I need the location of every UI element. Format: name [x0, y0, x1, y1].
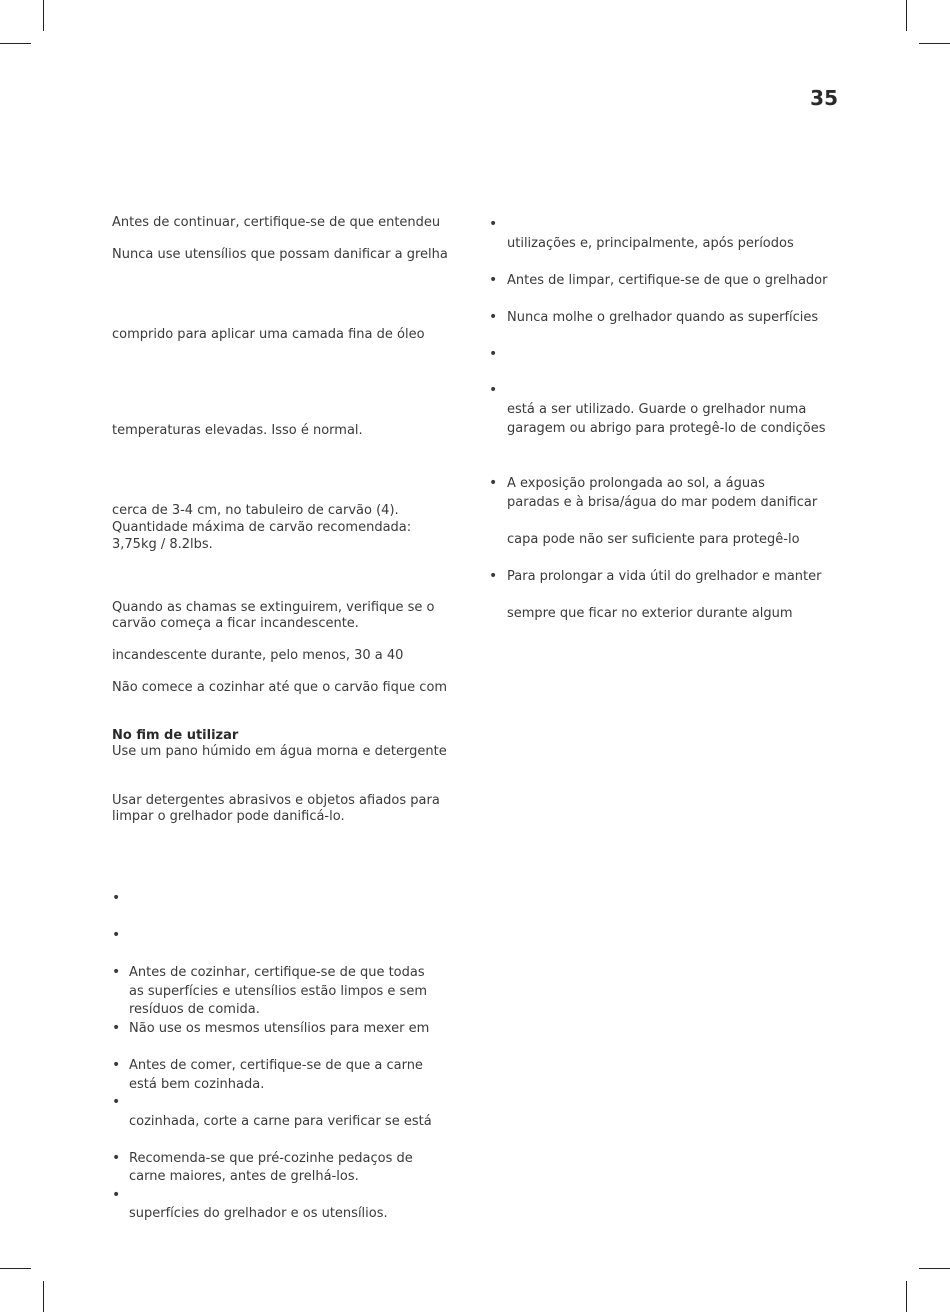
right-text-line: A exposição prolongada ao sol, a águas — [507, 476, 765, 491]
crop-mark — [919, 1268, 950, 1269]
right-text-line: Nunca molhe o grelhador quando as superfícies — [507, 310, 819, 325]
left-text-line: cerca de 3-4 cm, no tabuleiro de carvão (4). — [112, 503, 399, 518]
bullet-text-line: Não use os mesmos utensílios para mexer em — [129, 1021, 430, 1036]
bullet: • — [489, 568, 498, 584]
left-text-line: 3,75kg / 8.2lbs. — [112, 537, 213, 552]
left-text-line: Antes de continuar, certifique-se de que entendeu — [112, 215, 441, 230]
right-text-line: garagem ou abrigo para protegê-lo de condições — [507, 421, 826, 436]
bullet-text-line: Recomenda-se que pré-cozinhe pedaços de — [129, 1151, 413, 1166]
crop-mark — [0, 43, 31, 44]
bullet: • — [112, 890, 121, 906]
bullet: • — [112, 1094, 121, 1110]
left-text-line: Quantidade máxima de carvão recomendada: — [112, 520, 412, 535]
left-text-line: carvão começa a ficar incandescente. — [112, 616, 359, 631]
bullet-text-line: Antes de cozinhar, certifique-se de que todas — [129, 965, 425, 980]
bullet: • — [489, 216, 498, 232]
right-text-line: sempre que ficar no exterior durante algum — [507, 606, 793, 621]
crop-mark — [906, 0, 907, 31]
right-text-line: capa pode não ser suficiente para protegê-lo — [507, 532, 800, 547]
right-text-line: Para prolongar a vida útil do grelhador e manter — [507, 569, 822, 584]
bullet: • — [112, 1020, 121, 1036]
bullet-text-line: superfícies do grelhador e os utensílios. — [129, 1206, 388, 1221]
right-text-line: Antes de limpar, certifique-se de que o grelhador — [507, 273, 828, 288]
crop-mark — [43, 0, 44, 31]
bullet-text-line: resíduos de comida. — [129, 1002, 260, 1017]
bullet: • — [112, 1057, 121, 1073]
crop-mark — [919, 43, 950, 44]
bullet-text-line: está bem cozinhada. — [129, 1077, 265, 1092]
left-text-line: comprido para aplicar uma camada fina de óleo — [112, 327, 425, 342]
left-text-line: Nunca use utensílios que possam danificar a grelha — [112, 247, 448, 262]
bullet: • — [112, 927, 121, 943]
bullet-text-line: as superfícies e utensílios estão limpos e sem — [129, 984, 427, 999]
bullet: • — [112, 1150, 121, 1166]
crop-mark — [0, 1268, 31, 1269]
right-text-line: paradas e à brisa/água do mar podem danificar — [507, 495, 818, 510]
section-heading: No fim de utilizar — [112, 728, 239, 743]
bullet-text-line: carne maiores, antes de grelhá-los. — [129, 1169, 359, 1184]
bullet-text-line: cozinhada, corte a carne para verificar se está — [129, 1114, 432, 1129]
crop-mark — [906, 1281, 907, 1312]
right-text-line: utilizações e, principalmente, após períodos — [507, 236, 794, 251]
left-text-line: temperaturas elevadas. Isso é normal. — [112, 423, 363, 438]
left-text-line: limpar o grelhador pode danificá-lo. — [112, 809, 345, 824]
bullet: • — [489, 309, 498, 325]
crop-mark — [43, 1281, 44, 1312]
page-number: 35 — [810, 86, 838, 110]
bullet: • — [489, 382, 498, 398]
left-text-line: Use um pano húmido em água morna e detergente — [112, 744, 447, 759]
bullet: • — [112, 964, 121, 980]
left-text-line: Usar detergentes abrasivos e objetos afiados para — [112, 793, 440, 808]
right-text-line: está a ser utilizado. Guarde o grelhador numa — [507, 402, 807, 417]
bullet: • — [489, 346, 498, 362]
bullet: • — [489, 272, 498, 288]
bullet: • — [112, 1187, 121, 1203]
left-text-line: incandescente durante, pelo menos, 30 a 40 — [112, 648, 404, 663]
left-text-line: Quando as chamas se extinguirem, verifique se o — [112, 600, 435, 615]
bullet: • — [489, 475, 498, 491]
bullet-text-line: Antes de comer, certifique-se de que a carne — [129, 1058, 423, 1073]
left-text-line: Não comece a cozinhar até que o carvão fique com — [112, 680, 448, 695]
